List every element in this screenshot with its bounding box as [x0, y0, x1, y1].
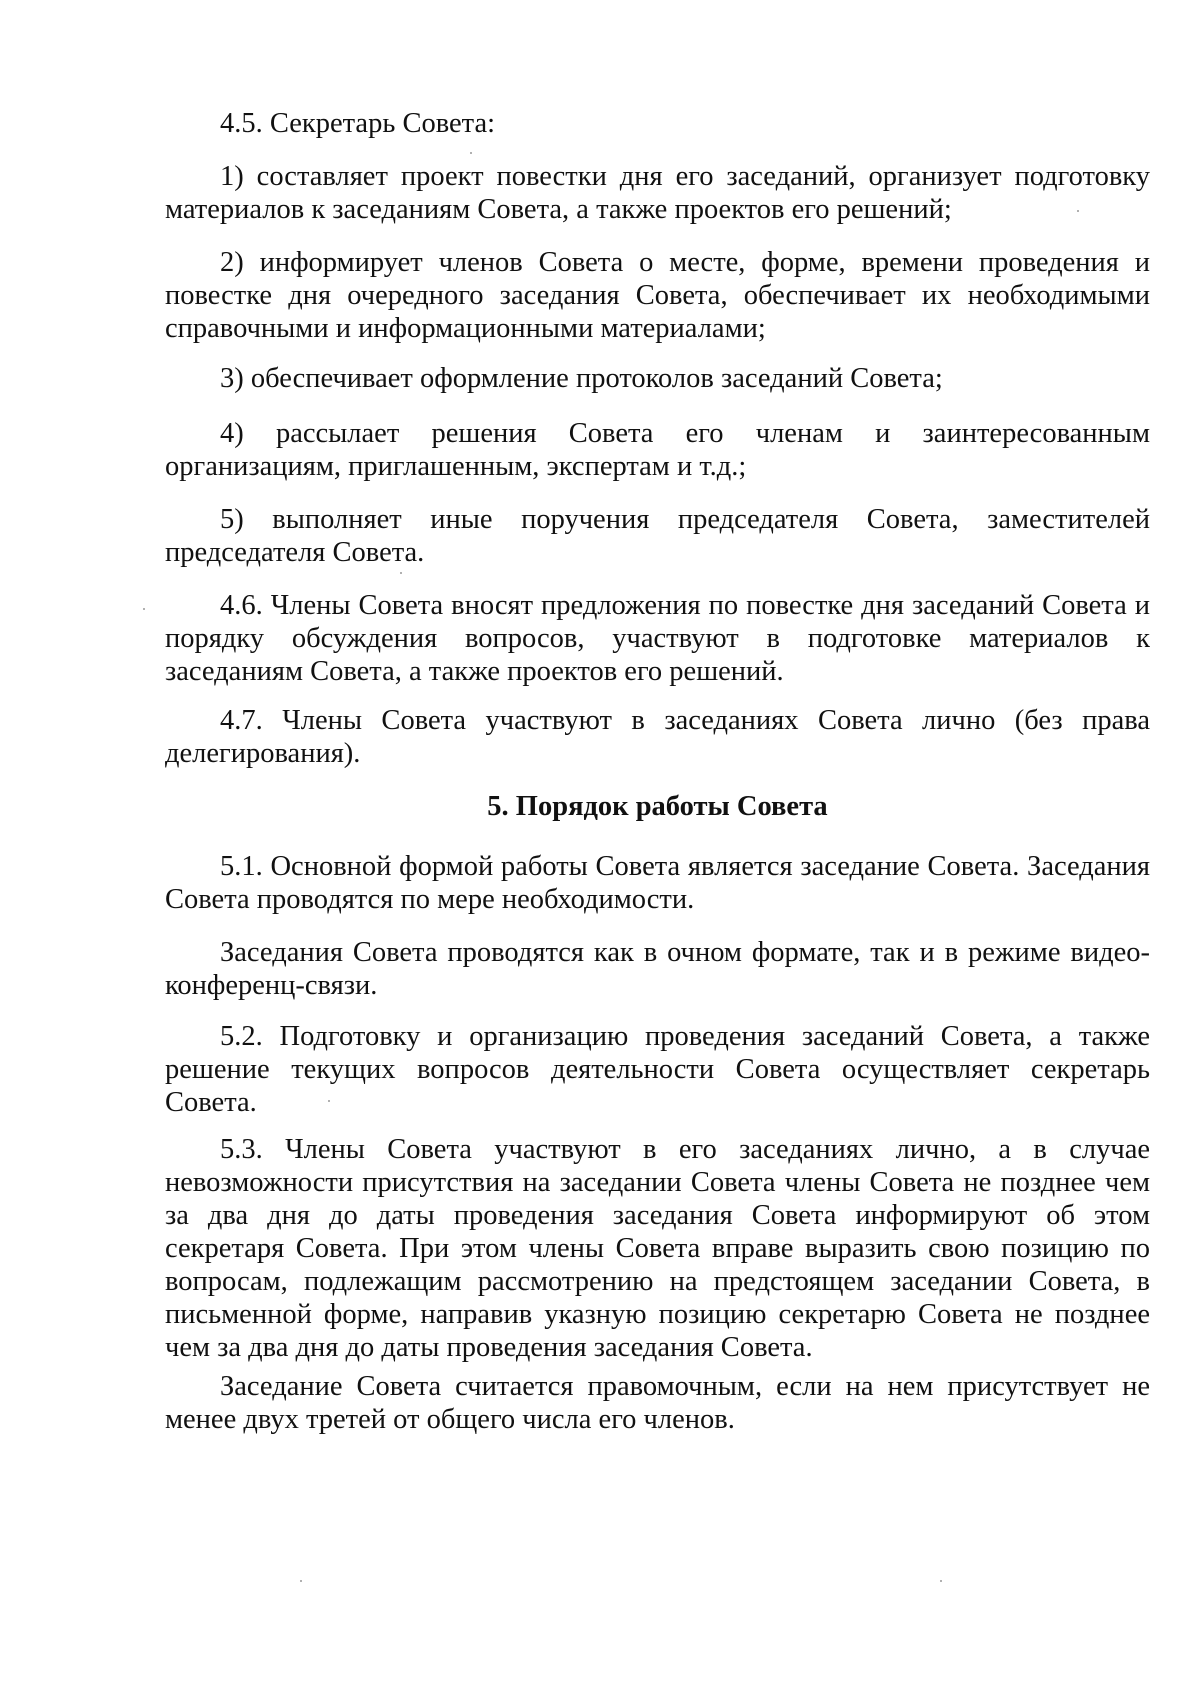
paragraph-5-2: 5.2. Подготовку и организацию проведения заседаний Совета, а также решение текущих вопросов деятельности Совета осуществляет секретарь Совета. — [165, 1021, 1150, 1118]
paragraph-4-5-item-4: 4) рассылает решения Совета его членам и заинтересованным организациям, приглашенным, экспертам и т.д.; — [165, 418, 1150, 482]
paragraph-4-5-item-3: 3) обеспечивает оформление протоколов заседаний Совета; — [220, 363, 943, 394]
paragraph-4-6: 4.6. Члены Совета вносят предложения по повестке дня заседаний Совета и порядку обсуждения вопросов, участвуют в подготовке материалов к заседаниям Совета, а также проектов его решений. — [165, 590, 1150, 687]
scan-speck — [143, 608, 145, 610]
paragraph-5-1-continued: Заседания Совета проводятся как в очном формате, так и в режиме видео-конференц-связи. — [165, 937, 1150, 1001]
section-heading-5: 5. Порядок работы Совета — [487, 791, 828, 822]
paragraph-4-5-item-2: 2) информирует членов Совета о месте, форме, времени проведения и повестке дня очередного заседания Совета, обеспечивает их необходимыми справочными и информационными материалами; — [165, 247, 1150, 344]
paragraph-5-3-continued: Заседание Совета считается правомочным, если на нем присутствует не менее двух третей от общего числа его членов. — [165, 1371, 1150, 1435]
paragraph-4-5-item-1: 1) составляет проект повестки дня его заседаний, организует подготовку материалов к заседаниям Совета, а также проектов его решений; — [165, 161, 1150, 225]
scan-speck — [400, 572, 402, 574]
paragraph-4-7: 4.7. Члены Совета участвуют в заседаниях Совета лично (без права делегирования). — [165, 705, 1150, 769]
paragraph-4-5-item-5: 5) выполняет иные поручения председателя Совета, заместителей председателя Совета. — [165, 504, 1150, 568]
scan-speck — [1077, 210, 1079, 212]
scan-speck — [300, 1580, 302, 1582]
scan-speck — [328, 1100, 330, 1102]
scan-speck — [940, 1580, 942, 1582]
scan-speck — [470, 152, 472, 154]
paragraph-4-5: 4.5. Секретарь Совета: — [220, 108, 496, 139]
paragraph-5-3: 5.3. Члены Совета участвуют в его заседаниях лично, а в случае невозможности присутствия на заседании Совета члены Совета не позднее чем за два дня до даты проведения заседания Совета информируют об этом секретаря Совета. При этом члены Совета вправе выразить свою позицию по вопросам, подлежащим рассмотрению на предстоящем заседании Совета, в письменной форме, направив указную позицию секретарю Совета не позднее чем за два дня до даты проведения заседания Совета. — [165, 1134, 1150, 1363]
paragraph-5-1: 5.1. Основной формой работы Совета является заседание Совета. Заседания Совета проводятся по мере необходимости. — [165, 851, 1150, 915]
